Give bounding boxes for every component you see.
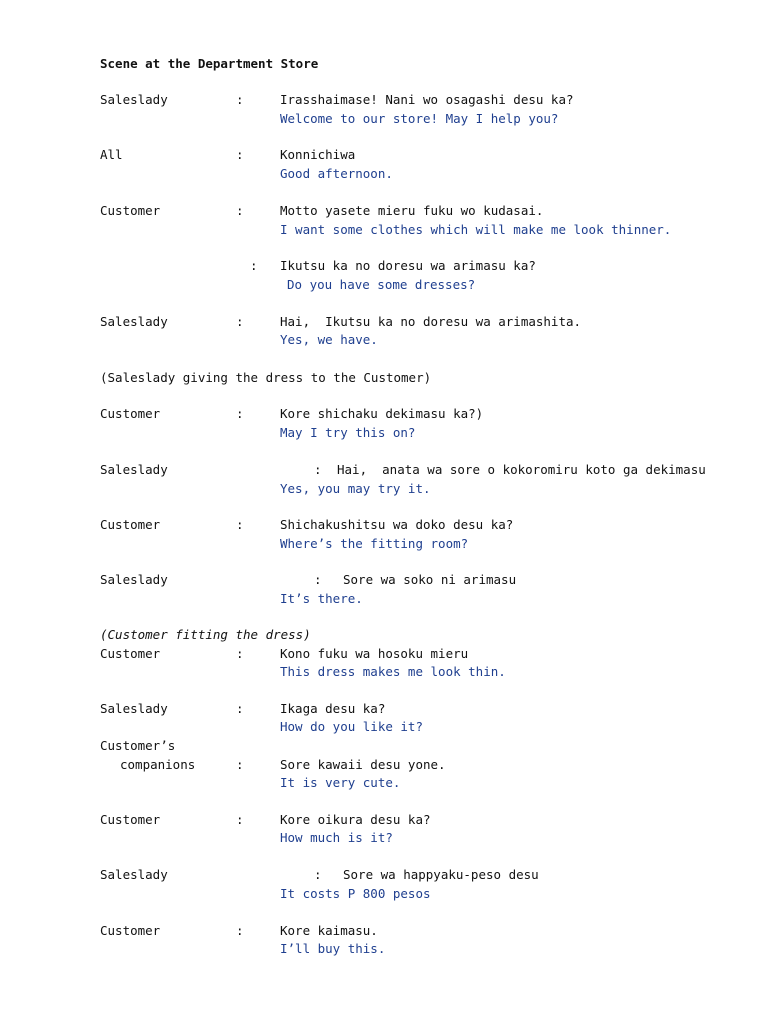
- colon-separator: :: [236, 923, 244, 938]
- colon-separator: :: [236, 701, 244, 716]
- speaker-label: Saleslady: [100, 867, 168, 882]
- colon-separator: :: [236, 203, 244, 218]
- english-translation: Yes, we have.: [280, 332, 378, 347]
- japanese-line: Sore kawaii desu yone.: [280, 757, 446, 772]
- english-translation: Yes, you may try it.: [280, 481, 431, 496]
- japanese-line: Ikaga desu ka?: [280, 701, 386, 716]
- english-translation: How do you like it?: [280, 719, 423, 734]
- english-translation: It costs P 800 pesos: [280, 886, 431, 901]
- colon-separator: :: [236, 517, 244, 532]
- colon-separator: :: [236, 646, 244, 661]
- english-translation: It is very cute.: [280, 775, 401, 790]
- speaker-label: Customer: [100, 812, 161, 827]
- speaker-label: Saleslady: [100, 572, 168, 587]
- japanese-line: Hai, Ikutsu ka no doresu wa arimashita.: [280, 314, 582, 329]
- speaker-label: All: [100, 147, 123, 162]
- stage-direction: (Customer fitting the dress): [100, 627, 311, 642]
- speaker-label: Saleslady: [100, 701, 168, 716]
- speaker-label: Customer: [100, 517, 161, 532]
- colon-separator: :: [236, 92, 244, 107]
- english-translation: How much is it?: [280, 830, 393, 845]
- speaker-label: Customer: [100, 646, 161, 661]
- japanese-line: Kore kaimasu.: [280, 923, 378, 938]
- english-translation: This dress makes me look thin.: [280, 664, 506, 679]
- english-translation: Good afternoon.: [280, 166, 393, 181]
- japanese-line: Konnichiwa: [280, 147, 356, 162]
- colon-separator: :: [236, 757, 244, 772]
- japanese-line: Shichakushitsu wa doko desu ka?: [280, 517, 514, 532]
- japanese-line: Sore wa soko ni arimasu: [343, 572, 517, 587]
- speaker-label: Saleslady: [100, 314, 168, 329]
- colon-separator: :: [236, 812, 244, 827]
- english-translation: May I try this on?: [280, 425, 416, 440]
- speaker-label: Saleslady: [100, 462, 168, 477]
- english-translation: Where’s the fitting room?: [280, 536, 469, 551]
- colon-separator: :: [236, 147, 244, 162]
- japanese-line: Kore oikura desu ka?: [280, 812, 431, 827]
- japanese-line: Motto yasete mieru fuku wo kudasai.: [280, 203, 544, 218]
- colon-separator: :: [314, 462, 322, 477]
- japanese-line: Irasshaimase! Nani wo osagashi desu ka?: [280, 92, 574, 107]
- colon-separator: :: [236, 314, 244, 329]
- english-translation: Do you have some dresses?: [287, 277, 476, 292]
- english-translation: I’ll buy this.: [280, 941, 386, 956]
- speaker-label: Saleslady: [100, 92, 168, 107]
- speaker-label: Customer: [100, 203, 161, 218]
- english-translation: I want some clothes which will make me look thinner.: [280, 222, 672, 237]
- speaker-label: Customer’s: [100, 738, 176, 753]
- speaker-label-continued: companions: [120, 757, 196, 772]
- japanese-line: Kono fuku wa hosoku mieru: [280, 646, 469, 661]
- japanese-line: Ikutsu ka no doresu wa arimasu ka?: [280, 258, 536, 273]
- japanese-line: Hai, anata wa sore o kokoromiru koto ga dekimasu: [337, 462, 706, 477]
- english-translation: It’s there.: [280, 591, 363, 606]
- colon-separator: :: [314, 572, 322, 587]
- stage-direction: (Saleslady giving the dress to the Customer): [100, 370, 432, 385]
- colon-separator: :: [314, 867, 322, 882]
- page-title: Scene at the Department Store: [100, 56, 319, 71]
- speaker-label: Customer: [100, 923, 161, 938]
- colon-separator: :: [250, 258, 258, 273]
- colon-separator: :: [236, 406, 244, 421]
- japanese-line: Kore shichaku dekimasu ka?): [280, 406, 484, 421]
- english-translation: Welcome to our store! May I help you?: [280, 111, 559, 126]
- japanese-line: Sore wa happyaku-peso desu: [343, 867, 539, 882]
- speaker-label: Customer: [100, 406, 161, 421]
